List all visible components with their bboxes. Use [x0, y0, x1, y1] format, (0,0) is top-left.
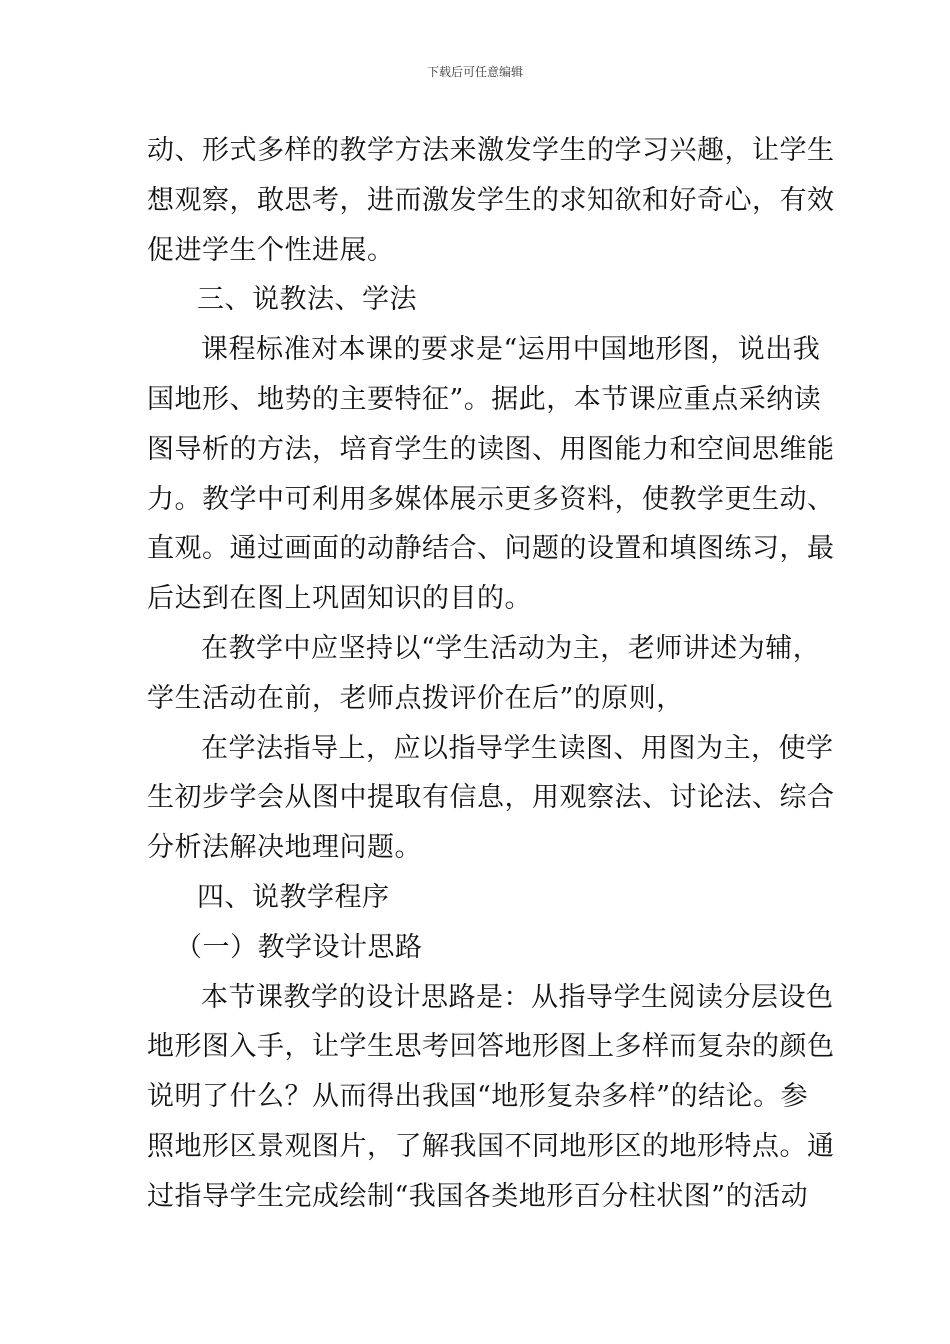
text-line: 国地形、地势的主要特征”。据此，本节课应重点采纳读 [147, 383, 822, 415]
text-line: 图导析的方法，培育学生的读图、用图能力和空间思维能 [147, 433, 835, 465]
text-line: 学生活动在前，老师点拨评价在后”的原则， [147, 682, 684, 714]
subsection-heading: （一）教学设计思路 [175, 931, 423, 963]
paragraph-first-line: 课程标准对本课的要求是“运用中国地形图，说出我 [201, 334, 821, 366]
paragraph-first-line: 本节课教学的设计思路是：从指导学生阅读分层设色 [201, 981, 834, 1013]
text-line: 分析法解决地理问题。 [147, 832, 422, 864]
text-line: 说明了什么？从而得出我国“地形复杂多样”的结论。参 [147, 1081, 809, 1113]
page-header-note: 下载后可任意编辑 [426, 65, 523, 79]
document-body [147, 126, 835, 1222]
text-line: 照地形区景观图片，了解我国不同地形区的地形特点。通 [147, 1130, 835, 1162]
text-line: 促进学生个性进展。 [147, 234, 395, 266]
text-line: 动、形式多样的教学方法来激发学生的学习兴趣，让学生 [147, 135, 835, 166]
text-line: 后达到在图上巩固知识的目的。 [147, 583, 532, 615]
text-line: 地形图入手，让学生思考回答地形图上多样而复杂的颜色 [147, 1031, 835, 1063]
text-line: 想观察，敢思考，进而激发学生的求知欲和好奇心，有效 [147, 184, 835, 216]
text-line: 直观。通过画面的动静结合、问题的设置和填图练习，最 [147, 533, 835, 565]
section-heading: 四、说教学程序 [197, 881, 390, 913]
text-line: 生初步学会从图中提取有信息，用观察法、讨论法、综合 [147, 782, 835, 814]
text-line: 过指导学生完成绘制“我国各类地形百分柱状图”的活动 [147, 1180, 809, 1212]
text-line: 力。教学中可利用多媒体展示更多资料，使教学更生动、 [147, 483, 835, 515]
paragraph-first-line: 在学法指导上，应以指导学生读图、用图为主，使学 [201, 732, 834, 764]
section-heading: 三、说教法、学法 [197, 284, 417, 316]
paragraph-first-line: 在教学中应坚持以“学生活动为主，老师讲述为辅， [201, 632, 821, 664]
